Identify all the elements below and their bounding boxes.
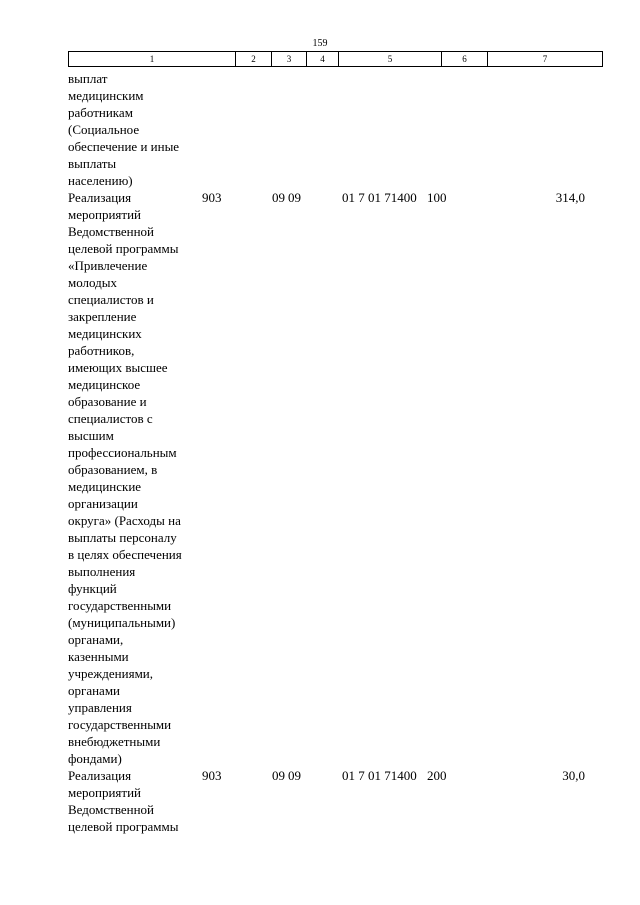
row-col-5 [319,70,427,189]
header-cell-3: 3 [272,52,307,66]
table-row [68,189,603,767]
row-col-7: 314,0 [555,190,585,205]
row-col-3: 09 [272,190,285,205]
row-col-6: 200 [427,768,447,783]
row-col-7: 30,0 [562,768,585,783]
row-col-2: 903 [202,190,222,205]
row-col-6: 100 [427,190,447,205]
page-number: 159 [312,38,328,49]
row-description: Реализация мероприятий Ведомственной целевой программы [68,768,179,834]
table-header [68,51,603,67]
table-row [68,70,603,189]
header-cell-7: 7 [542,54,548,64]
header-cell-6: 6 [442,52,488,66]
row-description: Реализация мероприятий Ведомственной целевой программы «Привлечение молодых специалистов и закрепление медицинских работников, имеющих высшее медицинское образование и специалистов с высшим профессиональным образованием, в медицинские организации округа» (Расходы на выплаты персоналу в целях обеспечения выполнения функций государственными (муниципальными) органами, казенными учреждениями, органами управления государственными внебюджетными фондами) [68,190,182,766]
row-col-7 [472,70,585,189]
row-col-4 [284,70,319,189]
header-cell-2: 2 [236,52,272,66]
row-col-5: 01 7 01 71400 [342,768,417,783]
row-col-6 [427,70,472,189]
row-col-3: 09 [272,768,285,783]
row-description: выплат медицинским работникам (Социальное обеспечение и иные выплаты населению) [68,71,180,188]
header-cell-4: 4 [307,52,339,66]
row-col-4: 09 [288,768,301,783]
header-cell-1: 1 [69,52,236,66]
row-col-3 [250,70,284,189]
table-row [68,767,603,835]
header-cell-5: 5 [339,52,442,66]
row-col-4: 09 [288,190,301,205]
row-col-5: 01 7 01 71400 [342,190,417,205]
row-col-2: 903 [202,768,222,783]
row-col-2 [202,70,250,189]
table-body [68,70,603,835]
